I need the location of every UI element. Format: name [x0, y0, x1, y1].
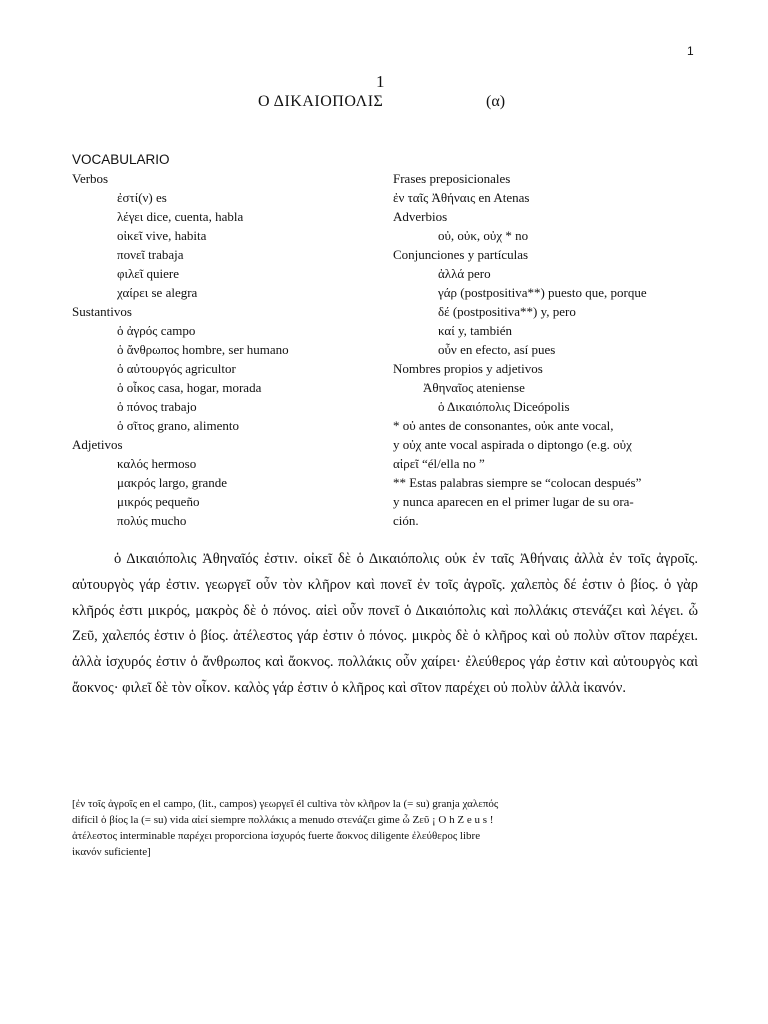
vocab-entry: ἐστί(ν) es [117, 190, 167, 205]
vocab-entry: πολύς mucho [117, 513, 187, 528]
vocab-left-column [72, 150, 382, 530]
vocab-note-line: ción. [393, 513, 419, 528]
vocab-right-column [393, 169, 698, 530]
vocab-category: Sustantivos [72, 304, 132, 319]
vocab-entry: ὁ οἶκος casa, hogar, morada [117, 380, 262, 395]
vocab-category: Nombres propios y adjetivos [393, 361, 543, 376]
vocab-category: Verbos [72, 171, 109, 186]
section-marker: (α) [486, 93, 506, 110]
vocab-category: Frases preposicionales [393, 171, 511, 186]
vocab-category: Conjunciones y partículas [393, 247, 529, 262]
lesson-number: 1 [376, 72, 385, 91]
vocab-entry: ὁ αὐτουργός agricultor [117, 361, 236, 376]
vocab-entry: ὁ ἄνθρωπος hombre, ser humano [117, 342, 289, 357]
vocab-entry: χαίρει se alegra [117, 285, 198, 300]
vocab-notes [393, 416, 698, 530]
vocab-note-line: y nunca aparecen en el primer lugar de su ora- [393, 494, 634, 509]
vocab-entry: ὁ σῖτος grano, alimento [117, 418, 239, 433]
gloss-line: ἀτέλεστος interminable παρέχει proporciona ἰσχυρός fuerte ἄοκνος diligente ἐλεύθερος libre [72, 830, 481, 842]
vocab-note-line: ** Estas palabras siempre se “colocan después” [393, 475, 642, 490]
vocab-note-line: * οὐ antes de consonantes, οὐκ ante vocal, [393, 418, 614, 433]
gloss-line: [ἐν τοῖς ἀγροῖς en el campo, (lit., campos) γεωργεῖ él cultiva τὸν κλῆρον la (= su) granja χαλεπός [72, 798, 499, 810]
vocab-entry: λέγει dice, cuenta, habla [117, 209, 244, 224]
vocab-note-line: y οὐχ ante vocal aspirada o diptongo (e.g. οὐχ [393, 437, 632, 452]
reading-passage: ὁ Δικαιόπολις Ἀθηναῖός ἐστιν. οἰκεῖ δὲ ὁ Δικαιόπολις οὐκ ἐν ταῖς Ἀθήναις ἀλλὰ ἐν τοῖς ἀγροῖς. αὐτουργὸς γάρ ἐστιν. γεωργεῖ οὖν τὸν κλῆρον καὶ πονεῖ ἐν τοῖς ἀγροῖς. χαλεπὸς δέ ἐστιν ὁ βίος. ὁ γὰρ κλῆρός ἐστι μικρός, μακρὸς δὲ ὁ πόνος. αἰεὶ οὖν πονεῖ ὁ Δικαιόπολις καὶ πολλάκις στενάζει καὶ λέγει. ὦ Ζεῦ, χαλεπός ἐστιν ὁ βίος. ἀτέλεστος γάρ ἐστιν ὁ πόνος. μικρὸς δὲ ὁ κλῆρος καὶ οὐ πολὺν σῖτον παρέχει. ἀλλὰ ἰσχυρός ἐστιν ὁ ἄνθρωπος καὶ ἄοκνος. πολλάκις οὖν χαίρει· ἐλεύθερος γάρ ἐστιν καὶ αὐτουργὸς καὶ ἄοκνος· φιλεῖ δὲ τὸν οἶκον. καλὸς γάρ ἐστιν ὁ κλῆρος καὶ σῖτον παρέχει οὐ πολὺν ἀλλὰ ἱκανόν. [72, 551, 698, 696]
gloss-line: ἱκανόν suficiente] [72, 846, 151, 858]
gloss-block [72, 796, 698, 860]
vocab-entry: ὁ ἀγρός campo [117, 323, 196, 338]
vocab-entry: μακρός largo, grande [117, 475, 228, 490]
vocab-entry: ὁ πόνος trabajo [117, 399, 197, 414]
vocab-note-line: αἱρεῖ “él/ella no ” [393, 456, 485, 471]
vocab-entry: μικρός pequeño [117, 494, 200, 509]
vocab-category: Adjetivos [72, 437, 123, 452]
vocab-entry: ὁ Δικαιόπολις Diceópolis [438, 399, 570, 414]
page-number: 1 [687, 44, 694, 58]
vocab-category: Adverbios [393, 209, 448, 224]
vocab-entry: καλός hermoso [117, 456, 197, 471]
vocab-entry: καί y, también [438, 323, 513, 338]
vocab-heading: VOCABULARIO [72, 152, 170, 167]
vocab-entry: οὐ, οὐκ, οὐχ * no [438, 228, 529, 243]
vocab-entry: πονεῖ trabaja [117, 247, 184, 262]
vocab-entry: ἀλλά pero [438, 266, 491, 281]
vocab-entry: οἰκεῖ vive, habita [117, 228, 207, 243]
vocab-entry: οὖν en efecto, así pues [438, 342, 556, 357]
vocab-entry: φιλεῖ quiere [117, 266, 179, 281]
vocab-entry: γάρ (postpositiva**) puesto que, porque [438, 285, 647, 300]
vocab-entry: δέ (postpositiva**) y, pero [438, 304, 576, 319]
gloss-line: difícil ὁ βίος la (= su) vida αἰεί siempre πολλάκις a menudo στενάζει gime ὦ Ζεῦ ¡ O h Z e u s ! [72, 814, 494, 826]
vocab-category: ἐν ταῖς Ἀθήναις en Atenas [393, 190, 530, 205]
page-title: Ο ΔΙΚΑΙΟΠΟΛΙΣ [258, 93, 384, 110]
vocab-entry: Ἀθηναῖος ateniense [423, 380, 525, 395]
